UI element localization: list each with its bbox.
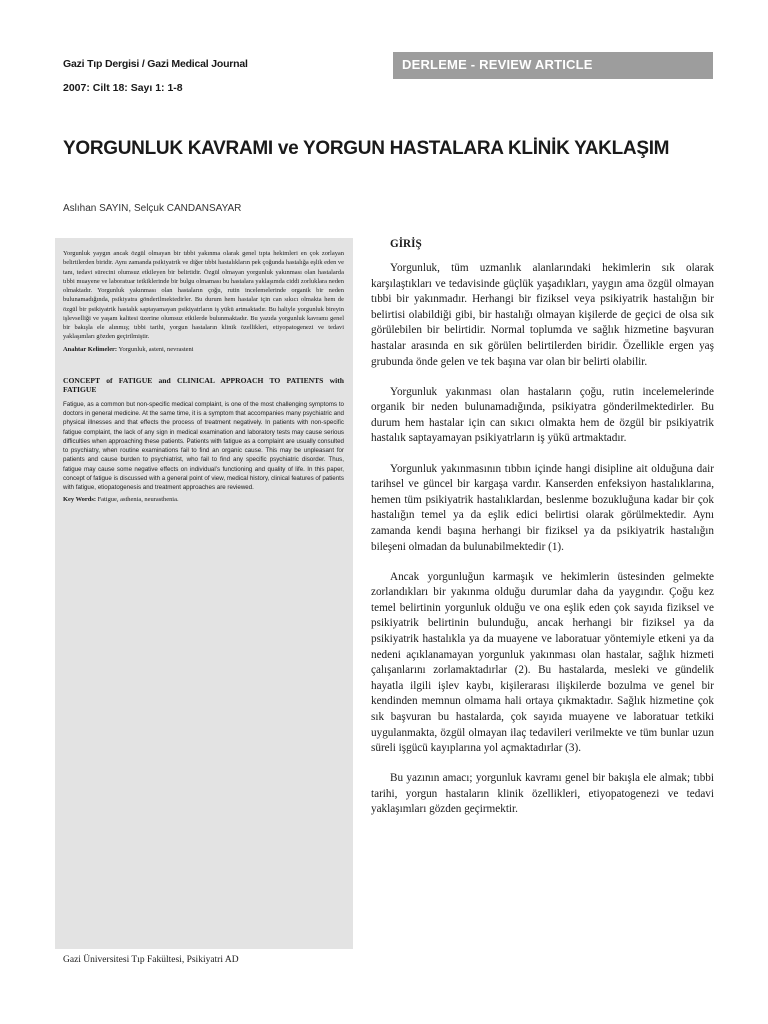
abstract-tr-text: Yorgunluk yaygın ancak özgül olmayan bir tıbbi yakınma olarak genel tıpta hekimleri en çok zorlayan belirtilerden biridir. Aynı zamanda psikiyatrik ve diğer tıbbi hastalıkların pek çoğunda hastalığa eşlik eden ve tanı, tedavi sürecini olumsuz etkileyen bir belirtidir. Özgül olmayan yorgunluk yakınması olan hastalarda tıbbi muayene ve laboratuar tetkiklerinde bir bulgu olmaması bu hastalara yaklaşımda ciddi zorluklara neden olmaktadır. Yorgunluk yakınması olan hastaların çoğu, rutin incelemelerinde organik bir neden bulunamadığında, psikiyatra gönderilmektedirler. Bu durum hem hastalar için can sıkıcı olmakta hem de özgül bir psikiyatrik hastalık saptayamayan psikiyatrların iş yükü artmaktadır. Bu haliyle yorgunluk bireyin işlevselliği ve yaşam kalitesi üzerine olumsuz etkilerde bulunmaktadır. Bu yazıda yorgunluk kavramı genel bir bakışla ele alınmış; tıbbi tarihi, yorgun hastaların klinik özellikleri, etiyopatogenezi ve tedavi yaklaşımları gözden geçirilmiştir.: [63, 250, 344, 341]
section-heading: GİRİŞ: [390, 238, 422, 250]
article-type-banner: [393, 52, 713, 79]
body-paragraph: Yorgunluk yakınmasının tıbbın içinde hangi disipline ait olduğuna dair tarihsel ve güncel bir kargaşa vardır. Kanserden enfeksiyon hastalıklarına, hemen tüm psikiyatrik hastalıklardan, beslenme bozukluğuna kadar bir çok hastalığın temel ya da eşlik edici belirtisi olarak görülmektedir. Aynı zamanda kendi başına herhangi bir fiziksel ya da psikiyatrik hastalığın bileşeni olmadan da bulunabilmektedir (1).: [371, 462, 714, 553]
article-type-label: DERLEME - REVIEW ARTICLE: [402, 57, 593, 72]
affiliation-footer: Gazi Üniversitesi Tıp Fakültesi, Psikiyatri AD: [63, 955, 239, 965]
journal-name: Gazi Tıp Dergisi / Gazi Medical Journal: [63, 58, 248, 70]
keywords-en-label: Key Words:: [63, 496, 96, 504]
abstract-box: [55, 238, 353, 949]
keywords-tr: [63, 345, 344, 354]
keywords-en-value: Fatigue, asthenia, neurasthenia.: [97, 496, 179, 504]
body-paragraph: Yorgunluk yakınması olan hastaların çoğu, rutin incelemelerinde organik bir neden bulunamadığında, psikiyatra gönderilmektedirler. Bu durum hem hastalar için can sıkıcı olmakta hem de özgül bir psikiyatrik hastalık saptayamayan psikiyatrların iş yükü artmaktadır.: [371, 385, 714, 445]
body-paragraph: Ancak yorgunluğun karmaşık ve hekimlerin üstesinden gelmekte zorlandıkları bir yakınma olduğu durumlar daha da yaygındır. Çoğu kez temel belirtinin yorgunluk olduğu ve ona eşlik eden çok sayıda fiziksel ve psikiyatrik belirtinin bulunduğu, ancak herhangi bir fiziksel ya da psikiyatrik hastalıkla ya da muayene ve laboratuar yöntemiyle etkeni ya da nedeni açıklanamayan yorgunluk yakınması olan hastalar, sağlık hizmeti çalışanlarını zorlamaktadırlar (2). Bu hastalarda, mesleki ve gündelik hayatla ilgili işlev kaybı, kişilerarası ilişkilerde bozulma ve genel bir kendinden memnun olmama hali ortaya çıkmaktadır. Sağlık hizmetine çok sık başvuran bu hastalarda, çok sayıda muayene ve laboratuar tetkiki uygulanmakta, özgül olmayan ilaç tedavileri verilmekte ve tüm bunlar uzun süreli işgücü kayıplarına yol açmaktadırlar (3).: [371, 570, 714, 755]
authors: Aslıhan SAYIN, Selçuk CANDANSAYAR: [63, 203, 242, 214]
body-column: [371, 238, 714, 833]
abstract-en-title: CONCEPT of FATIGUE and CLINICAL APPROACH TO PATIENTS with FATIGUE: [63, 375, 344, 395]
issue-info: 2007: Cilt 18: Sayı 1: 1-8: [63, 82, 183, 94]
keywords-tr-value: Yorgunluk, asteni, nevrasteni: [118, 345, 194, 353]
body-paragraph: Yorgunluk, tüm uzmanlık alanlarındaki hekimlerin sık olarak karşılaştıkları ve tedavisinde güçlük yaşadıkları, yaygın ama özgül olmayan tıbbi bir yakınmadır. Herhangi bir fiziksel veya psikiyatrik hastalığın bir belirtisi olabildiği gibi, bir hastalığı olmayan kişilerde de geçici de olsa sık görülebilen bir belirtidir. Normal toplumda ve sağlık hizmetine başvuran hastalar arasında en sık görülen belirtilerden biridir. Özellikle ergen yaş grubunda önde gelen ve tek başına var olan bir belirti olabilir.: [371, 262, 714, 368]
keywords-en: [63, 495, 344, 504]
body-paragraph: Bu yazının amacı; yorgunluk kavramı genel bir bakışla ele almak; tıbbi tarihi, yorgun hastaların klinik özellikleri, etiyopatogenezi ve tedavi yaklaşımları gözden geçirmektir.: [371, 772, 714, 816]
abstract-en-text: Fatigue, as a common but non-specific medical complaint, is one of the most challenging symptoms to doctors in general medicine. At the same time, it is a symptom that accompanies many psychiatric and physical illnesses and that effects the process of treatment negatively. In patients with non-specific fatigue complaint, the lack of any sign in medical examination and laboratory tests may cause serious difficulties when approaching these patients. Patients with fatigue as a complaint are usually consulted to psychiatry, when routine examinations fail to find an organic cause. This may be unpleasant for patients and cause burden to psychiatrist, who fail to find any specific psychiatric disorder. Thus, fatigue may cause some negative effects on individual’s functioning and quality of life. In this paper, concept of fatigue is discussed with a general point of view, medical history, clinical features of patients with fatigue, etiopatogenesis and treatment approaches are reviewed.: [63, 400, 344, 491]
keywords-tr-label: Anahtar Kelimeler:: [63, 345, 118, 353]
article-title: YORGUNLUK KAVRAMI ve YORGUN HASTALARA KLİNİK YAKLAŞIM: [63, 138, 670, 159]
